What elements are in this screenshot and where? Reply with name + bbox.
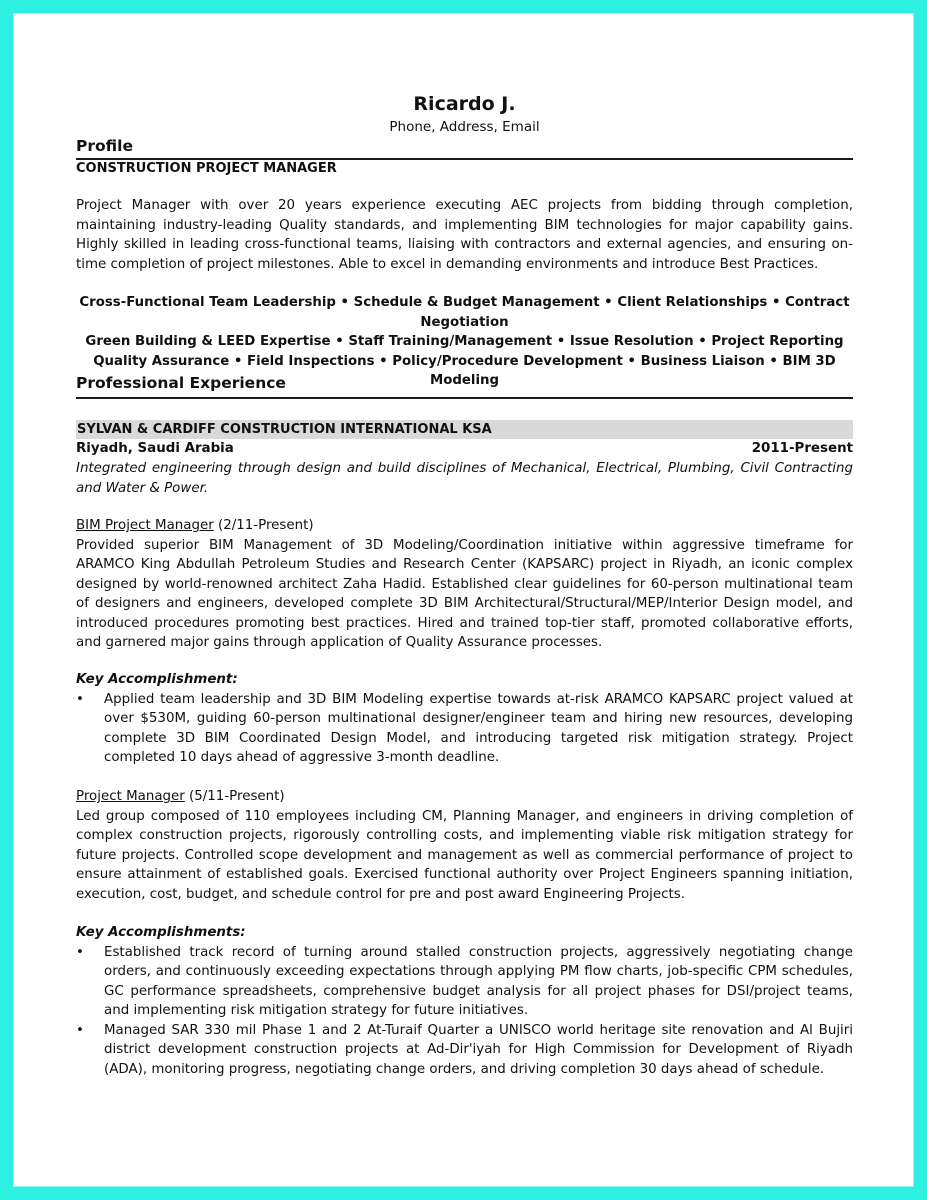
profile-subtitle: CONSTRUCTION PROJECT MANAGER [76, 161, 337, 176]
bullet-icon: • [76, 944, 84, 960]
role-title: BIM Project Manager [76, 518, 214, 533]
role-period: (2/11-Present) [213, 518, 314, 533]
role-summary: Provided superior BIM Management of 3D Modeling/Coordination initiative within aggressive timeframe for ARAMCO King Abdullah Petroleum Studies and Research Center (KAPSARC) project in Riyadh, an iconic complex designed by world-renowned architect Zaha Hadid. Established clear guidelines for 60-person multinational team of designers and engineers, developed complete 3D BIM Architectural/Structural/MEP/Interior Design model, and introduced procedures promoting best practices. Hired and trained top-tier staff, promoted collaborative efforts, and garnered major gains through application of Quality Assurance processes. [76, 537, 853, 650]
accomplishment-item [76, 690, 853, 768]
accomplishment-item [76, 1021, 853, 1080]
role-period: (5/11-Present) [184, 789, 285, 804]
skills-line: Cross-Functional Team Leadership • Schedule & Budget Management • Client Relationships • Contract Negotiation [79, 295, 850, 330]
bullet-icon: • [76, 691, 84, 707]
location-row [76, 439, 853, 459]
company-location: Riyadh, Saudi Arabia [76, 441, 234, 456]
company-description: Integrated engineering through design and build disciplines of Mechanical, Electrical, Plumbing, Civil Contracting and Water & Power. [76, 461, 853, 496]
profile-summary: Project Manager with over 20 years experience executing AEC projects from bidding through completion, maintaining industry-leading Quality standards, and implementing BIM technologies for major capability gains. Highly skilled in leading cross-functional teams, liaising with contractors and external agencies, and ensuring on-time completion of project milestones. Able to excel in demanding environments and introduce Best Practices. [76, 198, 853, 272]
experience-heading: Professional Experience [76, 374, 286, 392]
profile-heading: Profile [76, 137, 133, 155]
skills-line: Green Building & LEED Expertise • Staff Training/Management • Issue Resolution • Project Reporting [85, 334, 844, 349]
accomplishments-block [76, 670, 853, 768]
role-summary: Led group composed of 110 employees including CM, Planning Manager, and engineers in driving completion of complex construction projects, rigorously controlling costs, and implementing viable risk mitigation strategy for future projects. Controlled scope development and management as well as commercial performance of project to ensure attainment of established goals. Exercised functional authority over Project Engineers spanning initiation, execution, cost, budget, and schedule control for pre and post award Engineering Projects. [76, 808, 853, 902]
role-block [76, 787, 853, 904]
accomplishments-heading: Key Accomplishment: [76, 672, 238, 687]
accomplishment-item [76, 943, 853, 1021]
bullet-icon: • [76, 1022, 84, 1038]
employment-dates: 2011-Present [751, 441, 853, 456]
role-heading [76, 787, 853, 807]
role-block [76, 516, 853, 653]
experience-divider [76, 397, 853, 399]
contact-line: Phone, Address, Email [389, 119, 540, 135]
company-name: SYLVAN & CARDIFF CONSTRUCTION INTERNATIONAL KSA [76, 420, 853, 439]
accomplishments-heading: Key Accomplishments: [76, 925, 246, 940]
accomplishments-block [76, 923, 853, 1079]
accomplishment-text: Managed SAR 330 mil Phase 1 and 2 At-Turaif Quarter a UNISCO world heritage site renovation and Al Bujiri district development construction projects at Ad-Dir'iyah for High Commission for Development of Riyadh (ADA), monitoring progress, negotiating change orders, and driving completion 30 days ahead of schedule. [104, 1022, 853, 1077]
candidate-name: Ricardo J. [413, 93, 516, 115]
resume-page [14, 14, 913, 1186]
role-title: Project Manager [76, 789, 185, 804]
role-heading [76, 516, 853, 536]
accomplishment-text: Established track record of turning around stalled construction projects, aggressively negotiating change orders, and continuously exceeding expectations through applying PM flow charts, job-specific CPM schedules, GC performance spreadsheets, comprehensive budget analysis for all project phases for DSI/project teams, and implementing risk mitigation strategy for future initiatives. [104, 944, 853, 1018]
skills-line: Quality Assurance • Field Inspections • Policy/Procedure Development • Business Liaison • BIM 3D Modeling [93, 353, 836, 388]
accomplishment-text: Applied team leadership and 3D BIM Modeling expertise towards at-risk ARAMCO KAPSARC project valued at over $530M, guiding 60-person multinational designer/engineer team and hiring new resources, developing complete 3D BIM Coordinated Design Model, and introducing targeted risk mitigation strategy. Project completed 10 days ahead of aggressive 3-month deadline. [104, 691, 853, 765]
